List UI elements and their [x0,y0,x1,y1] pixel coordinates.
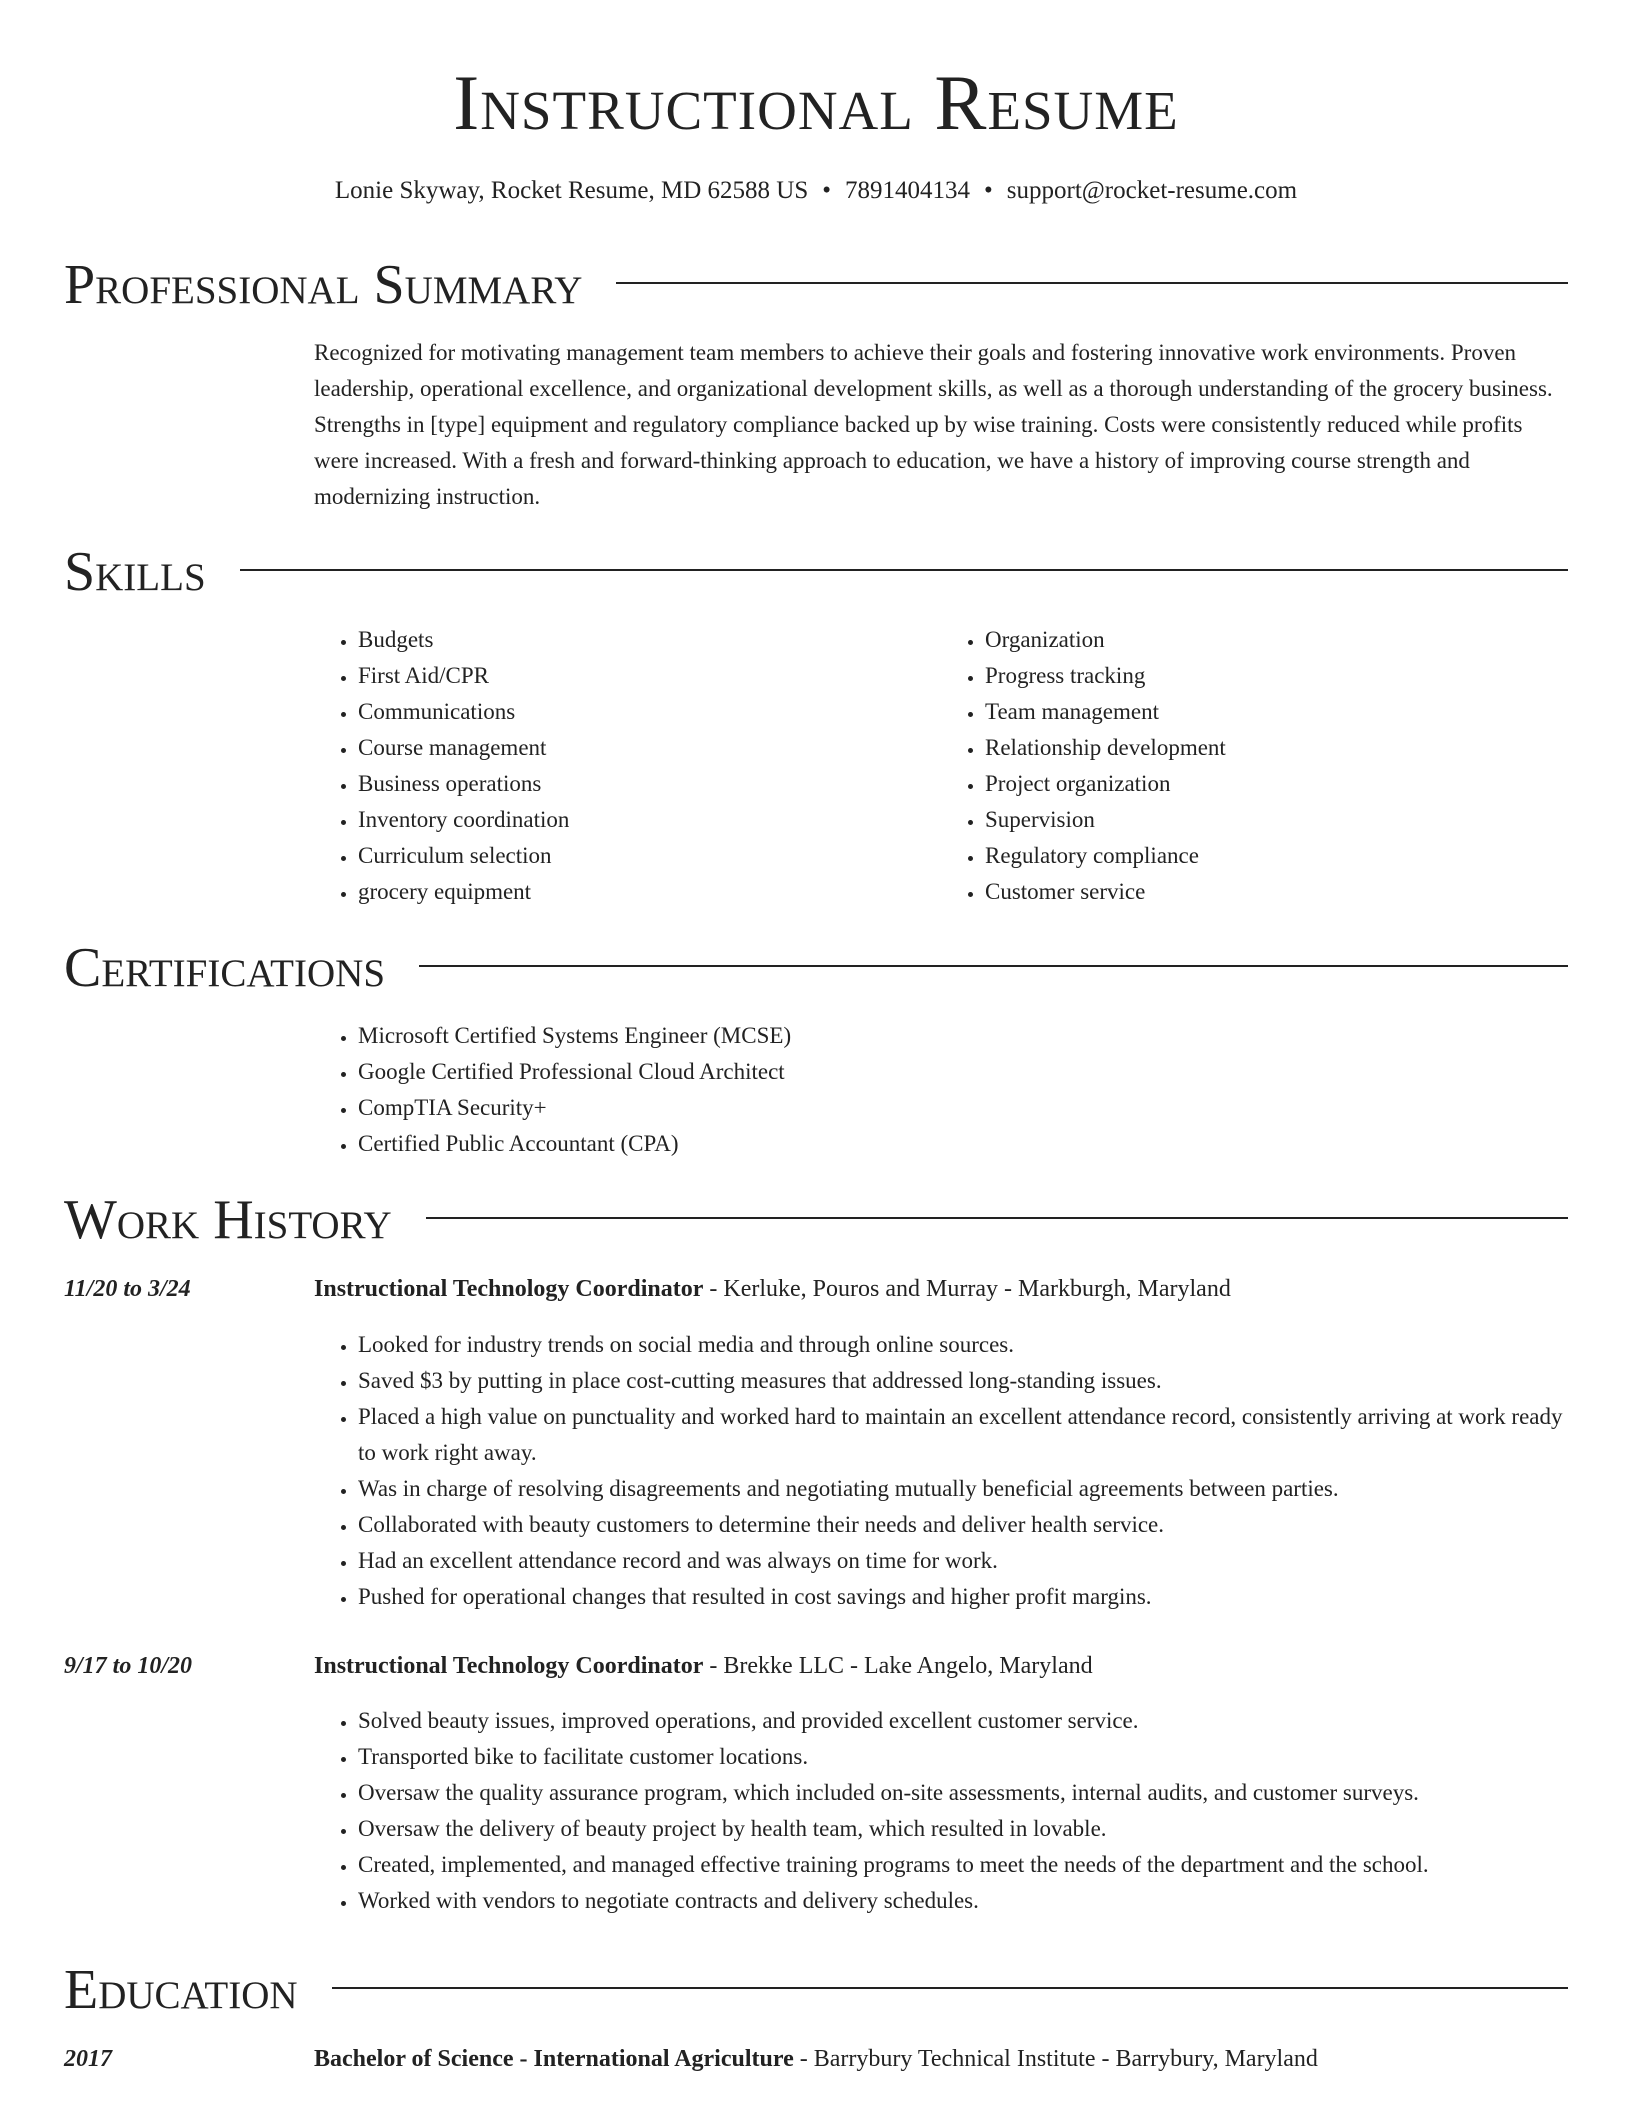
skills-body [314,622,1568,910]
job-bullet: • Was in charge of resolving disagreements and negotiating mutually beneficial agreements between parties. [358,1471,1568,1507]
skill-item: • Supervision [985,802,1568,838]
skill-item: • Organization [985,622,1568,658]
skill-item: • Budgets [358,622,941,658]
skill-item: • Progress tracking [985,658,1568,694]
job-bullet-list [314,1327,1568,1615]
skills-section-header [64,537,1568,607]
skills-grid [314,622,1568,910]
job-bullets [314,1703,1568,1919]
skill-item: • Customer service [985,874,1568,910]
summary-section-header [64,250,1568,320]
resume-title: Instructional Resume [453,59,1179,146]
education-year: 2017 [64,2046,112,2072]
education-line [314,2042,1592,2076]
certification-item: • Certified Public Accountant (CPA) [358,1126,1568,1162]
job-header [314,1272,1592,1306]
job-bullet: • Collaborated with beauty customers to determine their needs and deliver health service. [358,1507,1568,1543]
section-divider [240,569,1568,571]
job-bullet-list [314,1703,1568,1919]
skills-list-left [314,622,941,910]
job-bullet: • Saved $3 by putting in place cost-cutting measures that addressed long-standing issues. [358,1363,1568,1399]
job-bullet: • Solved beauty issues, improved operations, and provided excellent customer service. [358,1703,1568,1739]
contact-email: support@rocket-resume.com [1006,177,1298,204]
certifications-heading: Certifications [64,937,386,999]
skill-item: • Business operations [358,766,941,802]
job-dates: 11/20 to 3/24 [64,1276,191,1302]
summary-heading: Professional Summary [64,254,583,316]
skills-heading: Skills [64,541,206,603]
job-bullet: • Worked with vendors to negotiate contracts and delivery schedules. [358,1883,1568,1919]
section-divider [419,965,1568,967]
contact-line [0,174,1632,208]
skill-item: • Communications [358,694,941,730]
skill-item: • Relationship development [985,730,1568,766]
contact-separator: • [984,177,993,204]
education-degree: Bachelor of Science - International Agriculture [314,2046,794,2072]
job-title: Instructional Technology Coordinator [314,1276,704,1302]
summary-body [314,335,1568,515]
skill-item: • Project organization [985,766,1568,802]
certification-item: • CompTIA Security+ [358,1090,1568,1126]
summary-text: Recognized for motivating management team members to achieve their goals and fostering innovative work environments. Proven leadership, operational excellence, and organizational development skills, as well as a thorough understanding of the grocery business. Strengths in [type] equipment and regulatory compliance backed up by wise training. Costs were consistently reduced while profits were increased. With a fresh and forward-thinking approach to education, we have a history of improving course strength and modernizing instruction. [314,340,1553,509]
certification-item: • Microsoft Certified Systems Engineer (MCSE) [358,1018,1568,1054]
education-heading: Education [64,1959,298,2021]
job-bullet: • Oversaw the delivery of beauty project by health team, which resulted in lovable. [358,1811,1568,1847]
skill-item: • Course management [358,730,941,766]
work-section-header [64,1185,1568,1255]
job-dates: 9/17 to 10/20 [64,1653,193,1679]
certification-item: • Google Certified Professional Cloud Architect [358,1054,1568,1090]
certifications-body [314,1018,1568,1162]
skill-item: • Team management [985,694,1568,730]
contact-separator: • [822,177,832,204]
job-bullet: • Oversaw the quality assurance program, which included on-site assessments, internal audits, and customer surveys. [358,1775,1568,1811]
job-bullet: • Looked for industry trends on social media and through online sources. [358,1327,1568,1363]
job-employer: - Brekke LLC - Lake Angelo, Maryland [703,1653,1093,1679]
section-divider [332,1987,1568,1989]
certifications-list [314,1018,1568,1162]
skills-list-right [941,622,1568,910]
job-bullet: • Pushed for operational changes that resulted in cost savings and higher profit margins. [358,1579,1568,1615]
education-section-header [64,1955,1568,2025]
job-title: Instructional Technology Coordinator [314,1653,704,1679]
job-bullet: • Created, implemented, and managed effective training programs to meet the needs of the department and the school. [358,1847,1568,1883]
job-bullet: • Transported bike to facilitate customer locations. [358,1739,1568,1775]
skill-item: • Regulatory compliance [985,838,1568,874]
skill-item: • Curriculum selection [358,838,941,874]
section-divider [616,282,1568,284]
contact-phone: 7891404134 [845,177,971,204]
job-bullet: • Placed a high value on punctuality and worked hard to maintain an excellent attendance record, consistently arriving at work ready to work right away. [358,1399,1568,1471]
education-school: - Barrybury Technical Institute - Barrybury, Maryland [793,2046,1318,2072]
work-heading: Work History [64,1189,392,1251]
section-divider [426,1217,1568,1219]
certifications-section-header [64,933,1568,1003]
job-bullet: • Had an excellent attendance record and was always on time for work. [358,1543,1568,1579]
skill-item: • grocery equipment [358,874,941,910]
contact-address: Lonie Skyway, Rocket Resume, MD 62588 US [334,177,809,204]
skill-item: • Inventory coordination [358,802,941,838]
job-bullets [314,1327,1568,1615]
job-employer: - Kerluke, Pouros and Murray - Markburgh, Maryland [703,1276,1231,1302]
job-header [314,1649,1592,1683]
skill-item: • First Aid/CPR [358,658,941,694]
